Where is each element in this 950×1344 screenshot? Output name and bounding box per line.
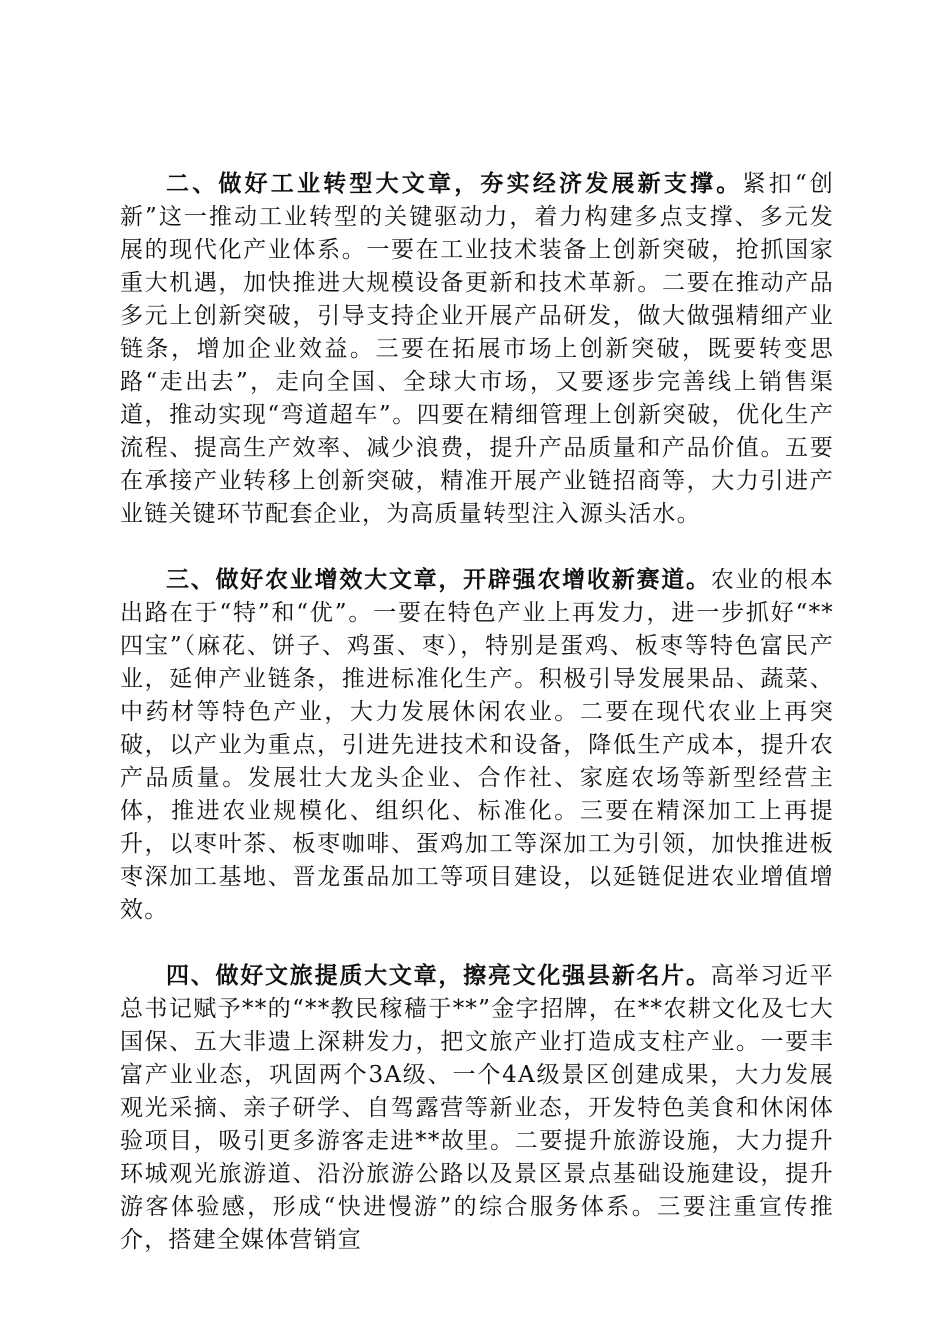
document-body [120, 168, 834, 1290]
paragraph-industry [120, 168, 834, 531]
paragraph-heading: 三、做好农业增效大文章，开辟强农增收新赛道。 [166, 567, 711, 593]
paragraph-text: 高举习近平总书记赋予**的“**教民稼穑于**”金字招牌，在**农耕文化及七大国保、五大非遗上深耕发力，把文旅产业打造成支柱产业。一要丰富产业业态，巩固两个3A级、一个4A级景区创建成果，大力发展观光采摘、亲子研学、自驾露营等新业态，开发特色美食和休闲体验项目，吸引更多游客走进**故里。二要提升旅游设施，大力提升环城观光旅游道、沿汾旅游公路以及景区景点基础设施建设，提升游客体验感，形成“快进慢游”的综合服务体系。三要注重宣传推介，搭建全媒体营销宣 [120, 963, 834, 1253]
paragraph-agriculture [120, 564, 834, 927]
paragraph-culture-tourism [120, 960, 834, 1257]
paragraph-heading: 四、做好文旅提质大文章，擦亮文化强县新名片。 [166, 963, 711, 989]
paragraph-text: 紧扣“创新”这一推动工业转型的关键驱动力，着力构建多点支撑、多元发展的现代化产业体系。一要在工业技术装备上创新突破，抢抓国家重大机遇，加快推进大规模设备更新和技术革新。二要在推动产品多元上创新突破，引导支持企业开展产品研发，做大做强精细产业链条，增加企业效益。三要在拓展市场上创新突破，既要转变思路“走出去”，走向全国、全球大市场，又要逐步完善线上销售渠道，推动实现“弯道超车”。四要在精细管理上创新突破，优化生产流程、提高生产效率、减少浪费，提升产品质量和产品价值。五要在承接产业转移上创新突破，精准开展产业链招商等，大力引进产业链关键环节配套企业，为高质量转型注入源头活水。 [120, 171, 834, 527]
paragraph-heading: 二、做好工业转型大文章，夯实经济发展新支撑。 [166, 171, 743, 197]
paragraph-text: 农业的根本出路在于“特”和“优”。一要在特色产业上再发力，进一步抓好“**四宝”（麻花、饼子、鸡蛋、枣），特别是蛋鸡、板枣等特色富民产业，延伸产业链条，推进标准化生产。积极引导发展果品、蔬菜、中药材等特色产业，大力发展休闲农业。二要在现代农业上再突破，以产业为重点，引进先进技术和设备，降低生产成本，提升农产品质量。发展壮大龙头企业、合作社、家庭农场等新型经营主体，推进农业规模化、组织化、标准化。三要在精深加工上再提升，以枣叶茶、板枣咖啡、蛋鸡加工等深加工为引领，加快推进板枣深加工基地、晋龙蛋品加工等项目建设，以延链促进农业增值增效。 [120, 567, 834, 923]
